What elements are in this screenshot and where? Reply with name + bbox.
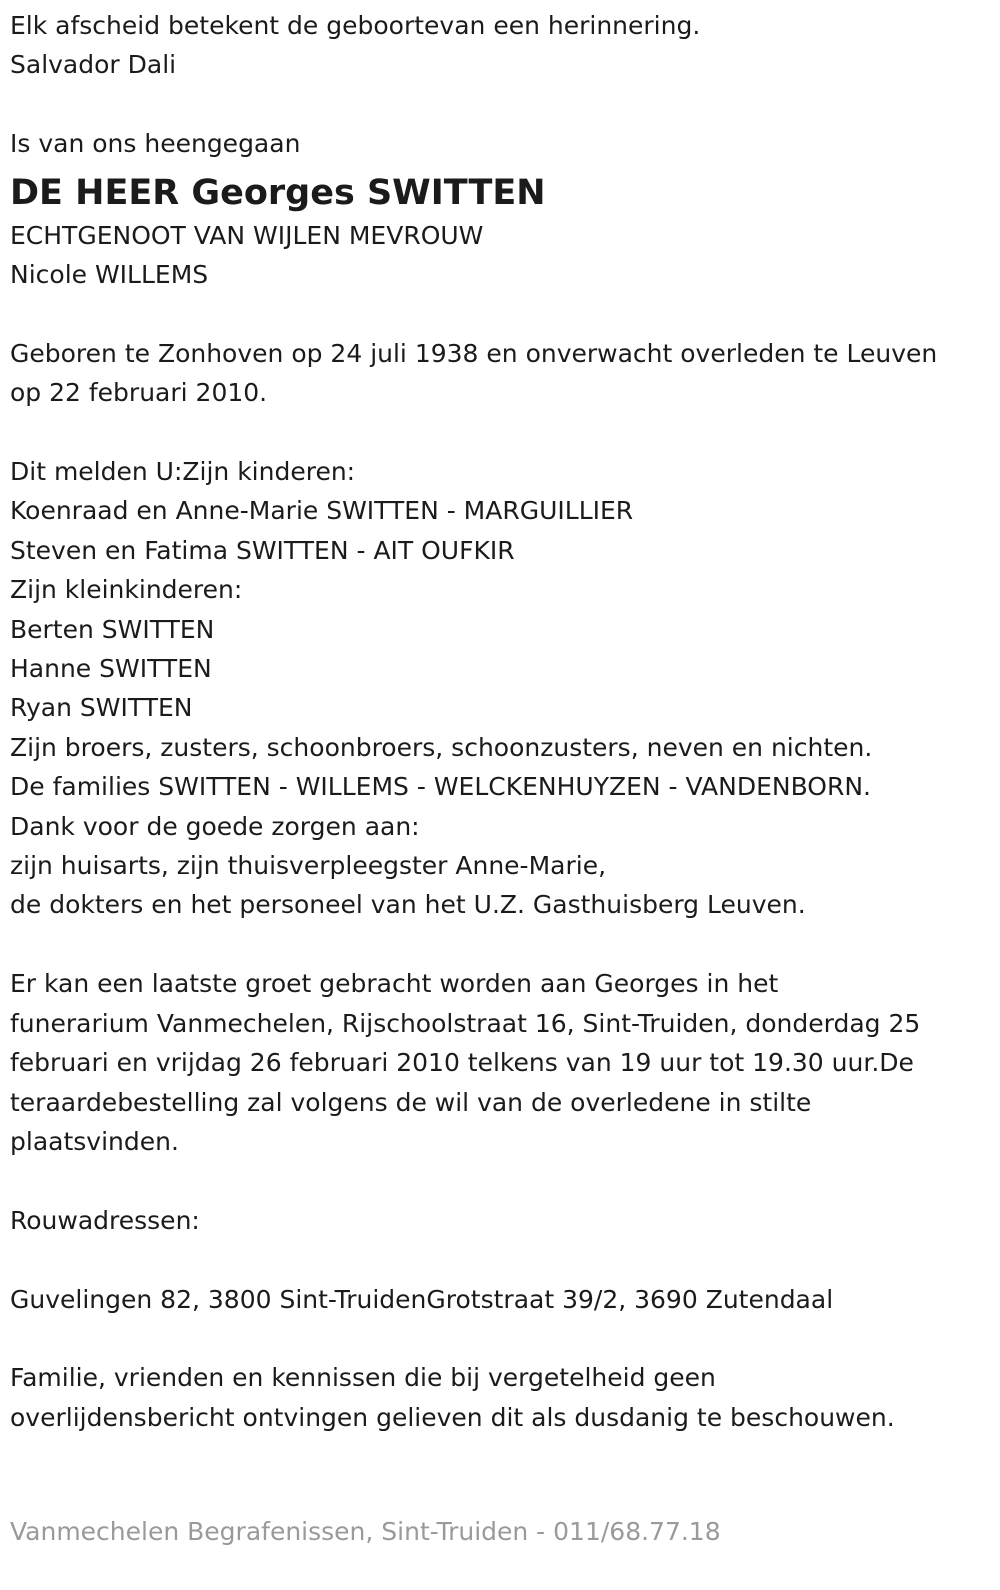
announcement-line: De families SWITTEN - WILLEMS - WELCKENHUYZEN - VANDENBORN.: [10, 772, 871, 802]
addresses-label: Rouwadressen:: [10, 1205, 200, 1235]
announcement-line: Dank voor de goede zorgen aan:: [10, 811, 420, 841]
farewell-line: funerarium Vanmechelen, Rijschoolstraat 16, Sint-Truiden, donderdag 25: [10, 1008, 921, 1038]
spacer: [10, 925, 985, 964]
farewell-line: teraardebestelling zal volgens de wil van de overledene in stilte: [10, 1087, 812, 1117]
announcement-line: Zijn kleinkinderen:: [10, 575, 243, 605]
closing-line: overlijdensbericht ontvingen gelieven dit als dusdanig te beschouwen.: [10, 1402, 895, 1432]
deceased-name: DE HEER Georges SWITTEN: [10, 172, 546, 213]
farewell-line: plaatsvinden.: [10, 1126, 179, 1156]
announcement-line: Zijn broers, zusters, schoonbroers, schoonzusters, neven en nichten.: [10, 732, 873, 762]
spouse-name: Nicole WILLEMS: [10, 260, 209, 290]
spacer: [10, 85, 985, 124]
announcement-line: Hanne SWITTEN: [10, 654, 212, 684]
addresses-text: Guvelingen 82, 3800 Sint-TruidenGrotstraat 39/2, 3690 Zutendaal: [10, 1284, 834, 1314]
birth-death-line: op 22 februari 2010.: [10, 378, 268, 408]
announcement-line: Berten SWITTEN: [10, 614, 215, 644]
announcement-line: Ryan SWITTEN: [10, 693, 193, 723]
spacer: [10, 1319, 985, 1358]
spacer: [10, 294, 985, 333]
farewell-line: februari en vrijdag 26 februari 2010 telkens van 19 uur tot 19.30 uur.De: [10, 1048, 914, 1078]
spouse-title: ECHTGENOOT VAN WIJLEN MEVROUW: [10, 220, 484, 250]
quote-author: Salvador Dali: [10, 50, 177, 80]
spacer: [10, 1161, 985, 1200]
announcement-line: Steven en Fatima SWITTEN - AIT OUFKIR: [10, 535, 515, 565]
intro-text: Is van ons heengegaan: [10, 129, 301, 159]
announcement-line: Koenraad en Anne-Marie SWITTEN - MARGUILLIER: [10, 496, 634, 526]
funeral-home-footer: Vanmechelen Begrafenissen, Sint-Truiden - 011/68.77.18: [10, 1517, 721, 1546]
spacer: [10, 1240, 985, 1279]
announcement-line: de dokters en het personeel van het U.Z. Gasthuisberg Leuven.: [10, 890, 806, 920]
obituary-notice: [10, 6, 985, 1437]
announcement-line: Dit melden U:Zijn kinderen:: [10, 457, 356, 487]
quote-text: Elk afscheid betekent de geboortevan een herinnering.: [10, 11, 701, 40]
birth-death-line: Geboren te Zonhoven op 24 juli 1938 en onverwacht overleden te Leuven: [10, 338, 938, 368]
closing-line: Familie, vrienden en kennissen die bij vergetelheid geen: [10, 1363, 716, 1393]
farewell-line: Er kan een laatste groet gebracht worden aan Georges in het: [10, 969, 779, 999]
spacer: [10, 413, 985, 452]
announcement-line: zijn huisarts, zijn thuisverpleegster Anne-Marie,: [10, 851, 607, 881]
